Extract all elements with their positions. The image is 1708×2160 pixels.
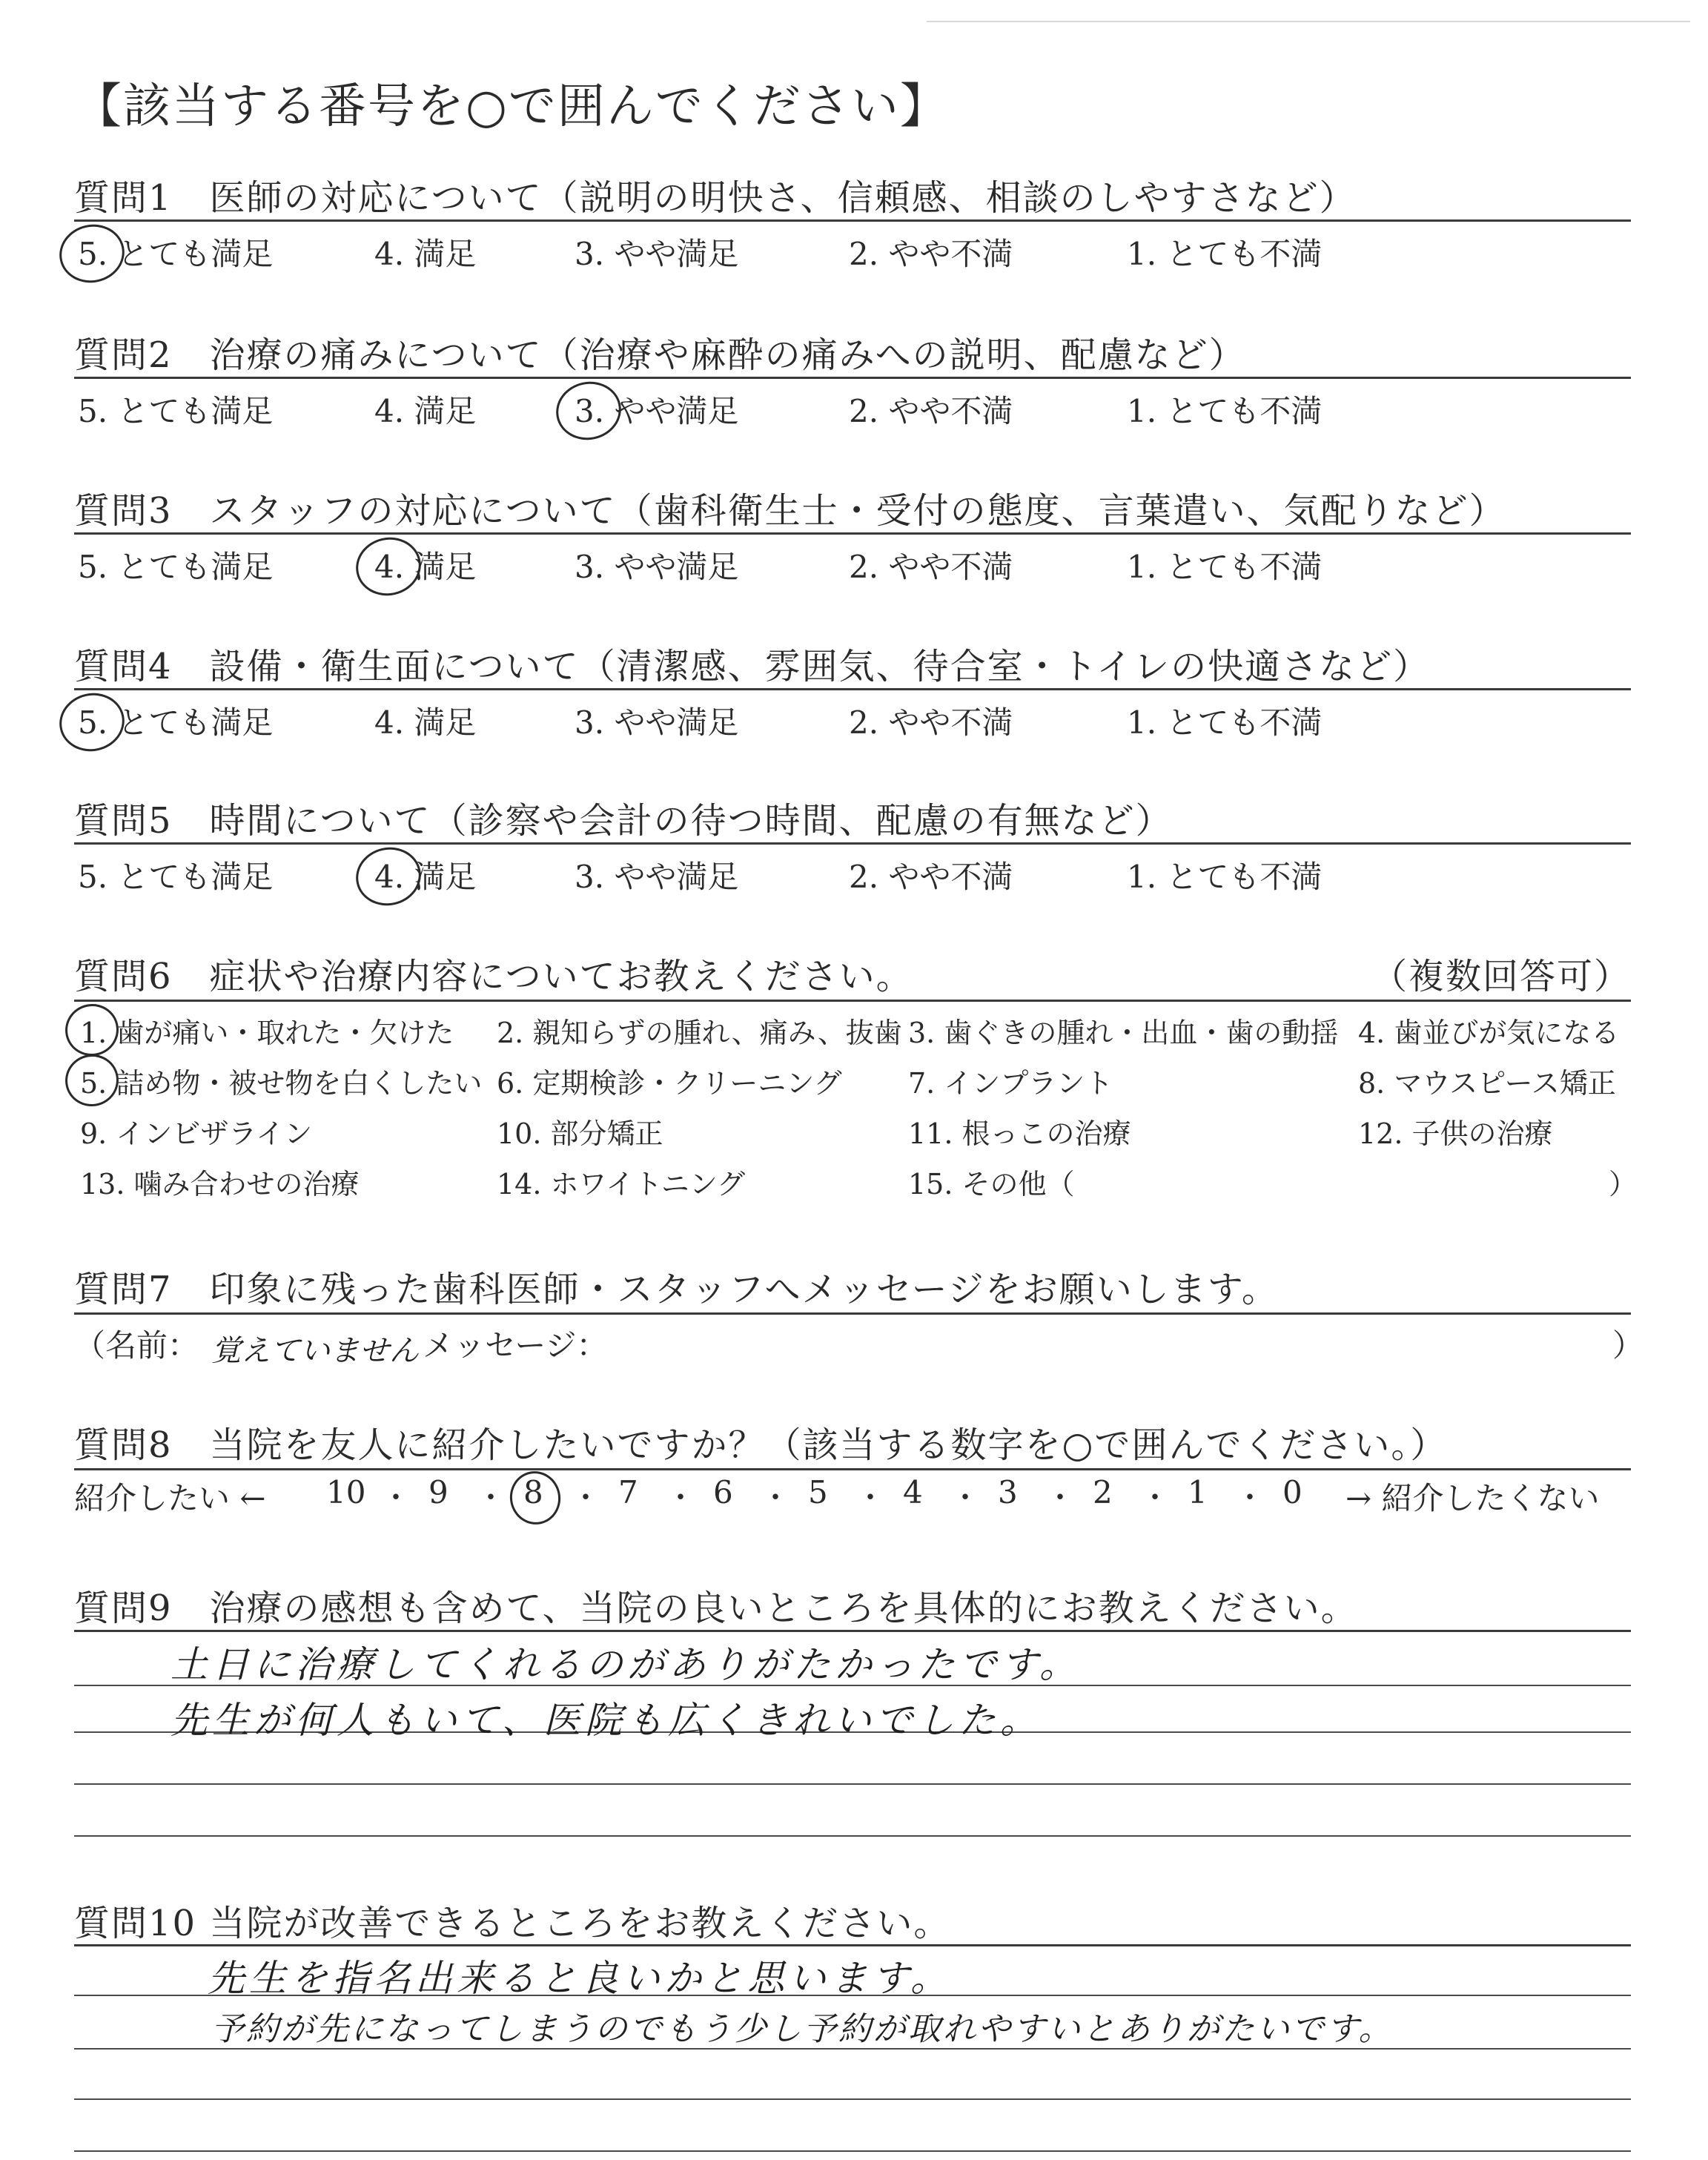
q6-option-6[interactable]: 6. 定期検診・クリーニング: [497, 1067, 842, 1100]
q8-scale-1[interactable]: 1: [1188, 1474, 1208, 1510]
q9-line-4: [74, 1835, 1631, 1837]
q9-rule: [74, 1630, 1631, 1632]
q2-option-2[interactable]: 2. やや不満: [849, 393, 1013, 429]
q1-title: 質問1 医師の対応について（説明の明快さ、信頼感、相談のしやすさなど）: [74, 177, 1357, 219]
q6-option-11[interactable]: 11. 根っこの治療: [908, 1117, 1131, 1150]
q6-note: （複数回答可）: [1371, 956, 1632, 997]
q8-separator-dot: ・: [950, 1481, 980, 1515]
q10-answer-2[interactable]: 予約が先になってしまうのでもう少し予約が取れやすいとありがたいです。: [211, 2010, 1394, 2048]
q6-other-close: ）: [1609, 1168, 1638, 1200]
q9-answer-2[interactable]: 先生が何人もいて、医院も広くきれいでした。: [171, 1699, 1042, 1742]
q8-scale-9[interactable]: 9: [428, 1474, 448, 1510]
q8-scale-8[interactable]: 8: [523, 1474, 543, 1510]
page-title: 【該当する番号を○で囲んでください】: [74, 79, 949, 134]
q1-option-2[interactable]: 2. やや不満: [849, 236, 1013, 272]
q5-option-5[interactable]: 5. とても満足: [78, 859, 274, 895]
q1-option-1[interactable]: 1. とても不満: [1127, 236, 1323, 272]
q2-rule: [74, 377, 1631, 379]
q2-option-5[interactable]: 5. とても満足: [78, 393, 274, 429]
q5-rule: [74, 842, 1631, 845]
q8-separator-dot: ・: [476, 1481, 506, 1515]
q5-option-1[interactable]: 1. とても不満: [1127, 859, 1323, 895]
q6-option-5[interactable]: 5. 詰め物・被せ物を白くしたい: [80, 1067, 483, 1100]
q4-option-2[interactable]: 2. やや不満: [849, 704, 1013, 741]
q6-option-10[interactable]: 10. 部分矯正: [497, 1117, 663, 1150]
q8-separator-dot: ・: [1045, 1481, 1075, 1515]
q9-title: 質問9 治療の感想も含めて、当院の良いところを具体的にお教えください。: [74, 1588, 1358, 1629]
q10-title: 質問10 当院が改善できるところをお教えください。: [74, 1903, 951, 1944]
q1-option-5[interactable]: 5. とても満足: [78, 236, 274, 272]
q6-option-9[interactable]: 9. インビザライン: [80, 1117, 313, 1150]
q7-close-paren: ）: [1612, 1327, 1644, 1364]
q8-separator-dot: ・: [1235, 1481, 1265, 1515]
q6-rule: [74, 1000, 1631, 1002]
q8-right-label: → 紹介したくない: [1345, 1480, 1600, 1516]
q8-scale-5[interactable]: 5: [808, 1474, 828, 1510]
q8-scale-7[interactable]: 7: [618, 1474, 638, 1510]
q6-option-4[interactable]: 4. 歯並びが気になる: [1358, 1017, 1620, 1049]
q3-option-4[interactable]: 4. 満足: [374, 549, 477, 585]
q2-option-1[interactable]: 1. とても不満: [1127, 393, 1323, 429]
q8-scale-6[interactable]: 6: [713, 1474, 733, 1510]
q5-option-3[interactable]: 3. やや満足: [575, 859, 739, 895]
q7-name-value[interactable]: 覚えていません: [211, 1334, 419, 1368]
q10-line-3: [74, 2098, 1631, 2100]
q4-rule: [74, 688, 1631, 690]
q8-selection-circle: [505, 1467, 565, 1530]
q8-separator-dot: ・: [666, 1481, 695, 1515]
q5-option-4[interactable]: 4. 満足: [374, 859, 477, 895]
q6-option-1[interactable]: 1. 歯が痛い・取れた・欠けた: [80, 1017, 454, 1049]
q8-title: 質問8 当院を友人に紹介したいですか？（該当する数字を○で囲んでください。）: [74, 1424, 1448, 1466]
q6-selection-circle: [61, 999, 124, 1060]
q7-rule: [74, 1312, 1631, 1315]
q5-option-2[interactable]: 2. やや不満: [849, 859, 1013, 895]
q2-title: 質問2 治療の痛みについて（治療や麻酔の痛みへの説明、配慮など）: [74, 334, 1246, 376]
q8-scale-2[interactable]: 2: [1093, 1474, 1113, 1510]
q8-separator-dot: ・: [571, 1481, 600, 1515]
q3-option-3[interactable]: 3. やや満足: [575, 549, 739, 585]
q5-selection-circle: [351, 842, 426, 912]
q8-separator-dot: ・: [761, 1481, 790, 1515]
q6-option-15[interactable]: 15. その他（: [908, 1168, 1075, 1200]
q6-option-13[interactable]: 13. 噛み合わせの治療: [80, 1168, 360, 1200]
q10-line-4: [74, 2150, 1631, 2152]
scan-edge-line: [927, 21, 1690, 22]
q6-selection-circle: [61, 1049, 124, 1111]
q3-option-5[interactable]: 5. とても満足: [78, 549, 274, 585]
q8-separator-dot: ・: [381, 1481, 411, 1515]
q1-selection-circle: [54, 219, 130, 289]
q9-answer-1[interactable]: 土日に治療してくれるのがありがたかったです。: [171, 1643, 1081, 1686]
q7-message-label: メッセージ：: [423, 1327, 608, 1364]
q3-selection-circle: [351, 532, 426, 602]
q4-option-4[interactable]: 4. 満足: [374, 704, 477, 741]
q6-option-8[interactable]: 8. マウスピース矯正: [1358, 1067, 1616, 1100]
q8-scale-10[interactable]: 10: [326, 1474, 366, 1510]
q4-title: 質問4 設備・衛生面について（清潔感、雰囲気、待合室・トイレの快適さなど）: [74, 646, 1431, 687]
q4-selection-circle: [54, 687, 130, 758]
q8-separator-dot: ・: [1140, 1481, 1170, 1515]
q8-scale-4[interactable]: 4: [903, 1474, 923, 1510]
q10-answer-1[interactable]: 先生を指名出来ると良いかと思います。: [208, 1957, 952, 2000]
q8-separator-dot: ・: [855, 1481, 885, 1515]
q6-option-3[interactable]: 3. 歯ぐきの腫れ・出血・歯の動揺: [908, 1017, 1339, 1049]
q8-rule: [74, 1468, 1631, 1470]
q3-title: 質問3 スタッフの対応について（歯科衛生士・受付の態度、言葉遣い、気配りなど）: [74, 490, 1506, 532]
q4-option-3[interactable]: 3. やや満足: [575, 704, 739, 741]
q2-selection-circle: [551, 376, 626, 446]
q4-option-5[interactable]: 5. とても満足: [78, 704, 274, 741]
q6-option-12[interactable]: 12. 子供の治療: [1358, 1117, 1553, 1150]
q1-option-3[interactable]: 3. やや満足: [575, 236, 739, 272]
q4-option-1[interactable]: 1. とても不満: [1127, 704, 1323, 741]
q1-option-4[interactable]: 4. 満足: [374, 236, 477, 272]
q9-line-3: [74, 1783, 1631, 1785]
q1-rule: [74, 219, 1631, 222]
q3-rule: [74, 532, 1631, 535]
q6-option-7[interactable]: 7. インプラント: [908, 1067, 1113, 1100]
q3-option-1[interactable]: 1. とても不満: [1127, 549, 1323, 585]
q7-title: 質問7 印象に残った歯科医師・スタッフへメッセージをお願いします。: [74, 1269, 1279, 1310]
q2-option-3[interactable]: 3. やや満足: [575, 393, 739, 429]
q8-scale-0[interactable]: 0: [1282, 1474, 1302, 1510]
q5-title: 質問5 時間について（診察や会計の待つ時間、配慮の有無など）: [74, 800, 1173, 842]
q2-option-4[interactable]: 4. 満足: [374, 393, 477, 429]
q8-scale-3[interactable]: 3: [998, 1474, 1018, 1510]
q6-option-2[interactable]: 2. 親知らずの腫れ、痛み、抜歯: [497, 1017, 902, 1049]
q6-title: 質問6 症状や治療内容についてお教えください。: [74, 956, 913, 997]
q10-rule: [74, 1944, 1631, 1946]
q7-name-label: （名前：: [74, 1327, 199, 1364]
q3-option-2[interactable]: 2. やや不満: [849, 549, 1013, 585]
q8-left-label: 紹介したい ←: [74, 1480, 266, 1516]
q6-option-14[interactable]: 14. ホワイトニング: [497, 1168, 746, 1200]
